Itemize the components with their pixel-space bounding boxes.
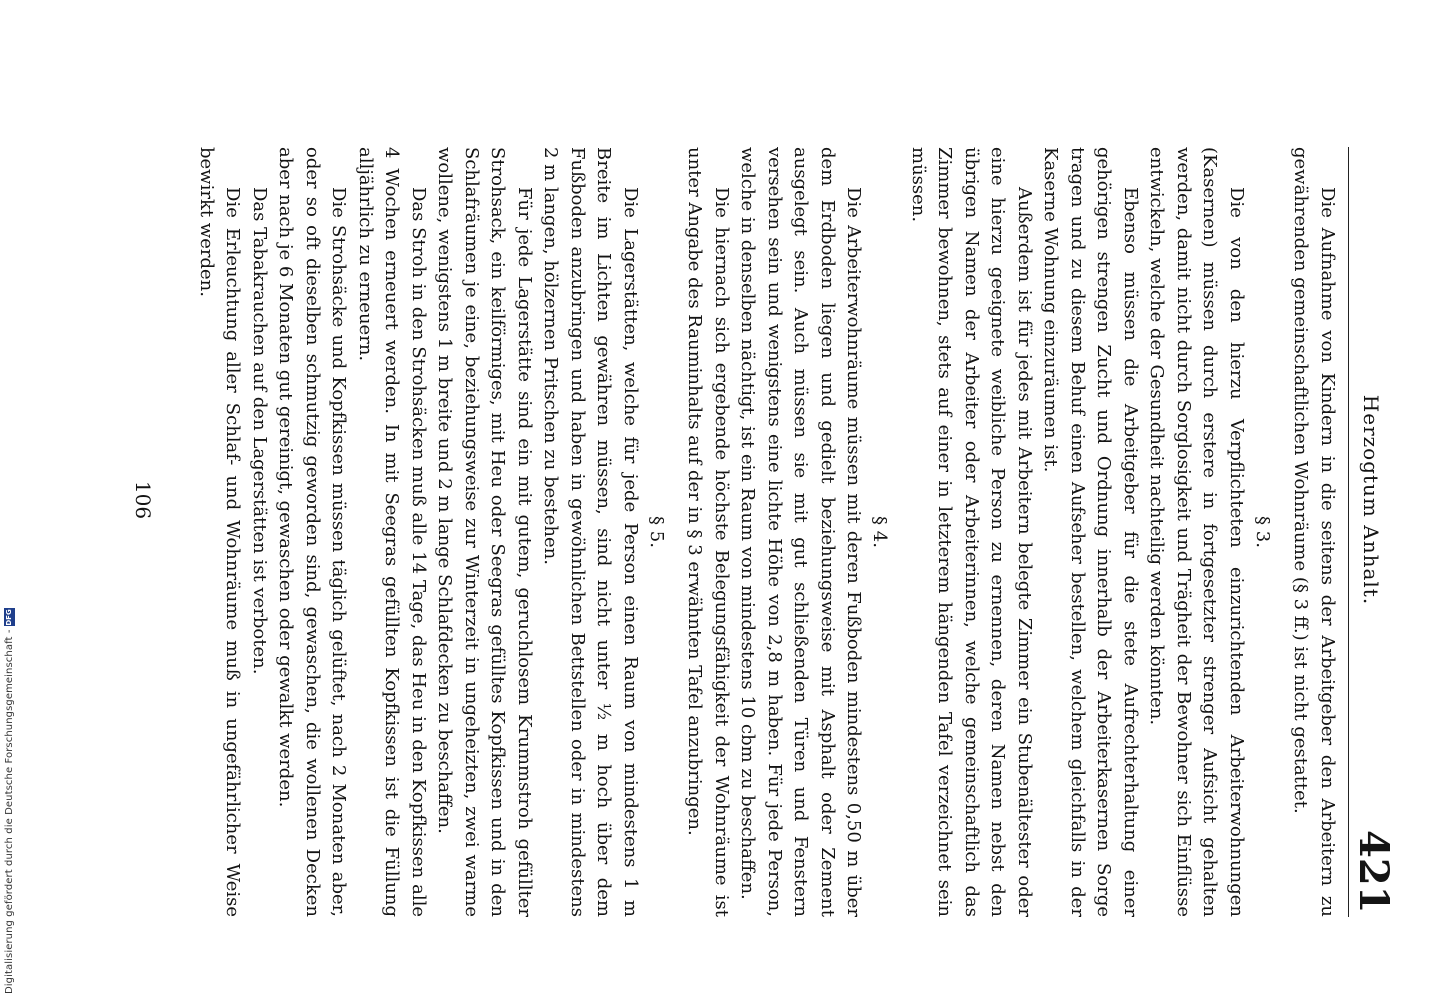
section-5-heading: § 5. xyxy=(646,516,667,548)
section-4-paragraph-1: Die Arbeiterwohnräume müssen mit deren Fußboden mindestens 0,50 m über dem Erdboden liegen und gedielt beziehungsweise mit Asphalt oder Zement ausgelegt sein. Auch müssen sie mit gut schließenden Türen und Fenstern versehen sein und wenigstens eine lichte Höhe von 2,8 m haben. Für jede Person, welche in denselben nächtigt, ist ein Raum von mindestens 10 cbm zu beschaffen. xyxy=(737,147,865,917)
running-title: Herzogtum Anhalt. xyxy=(1359,394,1383,606)
section-5-paragraph-1: Die Lagerstätten, welche für jede Person einen Raum von mindestens 1 m Breite im Lichten gewähren müssen, sind nicht unter ½ m hoch über dem Fußboden anzubringen und haben in gewöhnlichen Bettstellen oder in mindestens 2 m langen, hölzernen Pritschen zu bestehen. xyxy=(540,147,641,917)
intro-paragraph: Die Aufnahme von Kindern in die seitens der Arbeitgeber den Arbeitern zu gewährenden gemeinschaftlichen Wohnräume (§ 3 ff.) ist nicht gestattet. xyxy=(1290,147,1338,917)
section-5-paragraph-5: Das Tabakrauchen auf den Lagerstätten ist verboten. xyxy=(249,187,270,675)
header-rule xyxy=(1348,147,1349,917)
section-5-paragraph-3: Das Stroh in den Strohsäcken muß alle 14 Tage, das Heu in den Kopfkissen alle 4 Wochen erneuert werden. In mit Seegras gefüllten Kopfkissen ist die Füllung alljährlich zu erneuern. xyxy=(355,147,429,917)
folio-number: 106 xyxy=(131,480,155,520)
section-4-heading: § 4. xyxy=(869,516,891,548)
section-4-paragraph-2: Die hiernach sich ergebende höchste Belegungsfähigkeit der Wohnräume ist unter Angabe des Rauminhalts auf der in § 3 erwähnten Tafel anzubringen. xyxy=(684,147,732,917)
section-5-paragraph-6: Die Erleuchtung aller Schlaf- und Wohnräume muß in ungefährlicher Weise bewirkt werden. xyxy=(196,147,244,917)
dfg-logo-icon: DFG xyxy=(4,609,13,626)
page-body xyxy=(193,147,1341,917)
digitization-attribution xyxy=(2,606,16,994)
page-number: 421 xyxy=(1350,830,1397,914)
section-3-paragraph-3: Außerdem ist für jedes mit Arbeitern belegte Zimmer ein Stubenältester oder eine hierzu geeignete weibliche Person zu ernennen, deren Namen nebst den übrigen Namen der Arbeiter oder Arbeiterinnen, welche gemeinschaftlich das Zimmer bewohnen, stets auf einer in letzterem hängenden Tafel verzeichnet sein müssen. xyxy=(908,147,1035,917)
section-5-paragraph-2: Für jede Lagerstätte sind ein mit gutem, geruchlosem Krummstroh gefüllter Strohsack, ein keilförmiges, mit Heu oder Seegras gefülltes Kopfkissen und in den Schlafräumen je eine, beziehungsweise zur Winterzeit in ungeheizten, zwei warme wollene, wenigstens 1 m breite und 2 m lange Schlafdecken zu beschaffen. xyxy=(434,147,535,917)
section-3-paragraph-1: Die von den hierzu Verpflichteten einzurichtenden Arbeiterwohnungen (Kasernen) müssen durch erstere in fortgesetzter strenger Aufsicht gehalten werden, damit nicht durch Sorglosigkeit und Trägheit der Bewohner sich Einflüsse entwickeln, welche der Gesundheit nachteilig werden könnten. xyxy=(1146,147,1247,917)
attribution-text: Digitalisierung gefördert durch die Deutsche Forschungsgemeinschaft - xyxy=(3,629,15,994)
section-3-paragraph-2: Ebenso müssen die Arbeitgeber für die stete Aufrechterhaltung einer gehörigen strengen Zucht und Ordnung innerhalb der Arbeiterkasernen Sorge tragen und zu diesem Behuf einen Aufseher bestellen, welchem gleichfalls in der Kaserne Wohnung einzuräumen ist. xyxy=(1040,147,1141,917)
section-5-paragraph-4: Die Strohsäcke und Kopfkissen müssen täglich gelüftet, nach 2 Monaten aber, oder so oft dieselben schmutzig geworden sind, gewaschen, die wollenen Decken aber nach je 6 Monaten gut gereinigt, gewaschen oder gewalkt werden. xyxy=(275,147,350,917)
section-3-heading: § 3. xyxy=(1252,516,1273,548)
